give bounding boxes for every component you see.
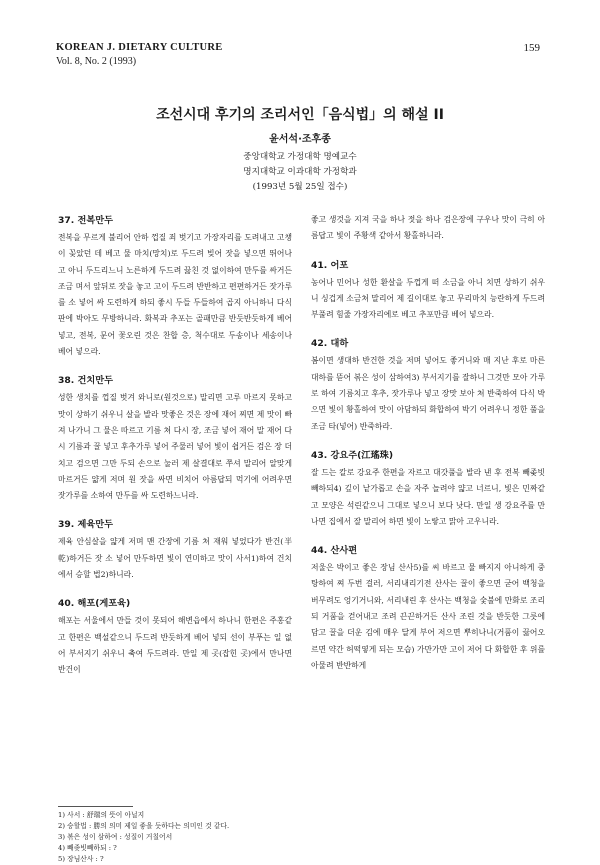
footnote: 3) 볶은 성이 삼하여 : 성질이 거칠어서 [58, 833, 173, 841]
affiliation-1: 중앙대학교 가정대학 명예교수 [243, 152, 357, 162]
section-heading: 42. 대하 [311, 338, 349, 350]
right-column [311, 212, 545, 674]
journal-name: KOREAN J. DIETARY CULTURE [56, 42, 223, 53]
section-text: 농어나 민어나 성한 환살을 두껍게 떠 소금을 아니 치면 상하기 쉬우니 싱겁게 소금쳐 말리어 제 길이대로 놓고 무리마치 능란하게 두드려 부풀려 힘줄 가장자리에로 베고 추포만큼 베어 넣으라. [311, 277, 545, 320]
section-heading: 41. 어포 [311, 259, 349, 271]
received-date: (1993년 5월 25일 접수) [252, 182, 348, 192]
section-text: 해포는 서울에서 만들 것이 못되어 해변읍에서 하나니 한편은 주홍같고 한편은 백설같으니 두드려 반듯하게 베어 넣되 선이 부푸는 일 없어 부서지기 쉬우니 축여 두드려라. 만일 제 곳(잡힌 곳)에서 만나면 반건이 [58, 616, 292, 675]
journal-volume: Vol. 8, No. 2 (1993) [56, 56, 137, 67]
section-text: 좋고 생것을 지져 국을 하나 젓을 하나 검은장에 구우나 맛이 극히 아름답고 빛이 주황색 같아서 황홀하니라. [311, 215, 545, 241]
affiliation-2: 명지대학교 이과대학 가정학과 [243, 167, 357, 177]
section-heading: 37. 전복만두 [58, 215, 113, 226]
footnote: 1) 사서 : 舒瑞의 뜻이 아닐지 [58, 811, 145, 819]
left-column [58, 212, 292, 679]
section-text: 저울은 박이고 좋은 장님 산사5)를 씨 바르고 물 빠지지 아니하게 중탕하여 쪄 두번 걸러, 서리내리기전 산사는 꿀이 좋으면 굳어 백청을 버무려도 엉기거니와, 서리내린 후 산사는 백청을 숯불에 만화로 조리되 거품을 걷어내고 조려 끈끈하거든 산사 조린 것을 반듯한 그릇에 담고 꿀을 더운 김에 매우 달게 부어 저으면 뿌히나니(거품이 끓어오르면 약간 허떡옇게 되는 모습) 가만가만 고이 저어 다 화합한 후 위를 아물려 반반하게 [311, 563, 545, 670]
footnote: 5) 장님산사 : ? [58, 855, 104, 863]
page-number: 159 [523, 42, 540, 54]
section-text: 잘 드는 칼로 강요주 한편을 자르고 대갓풀을 발라 낸 후 전복 빼좆빗빼하되4) 깊이 낱가롭고 손을 자주 놀려야 얇고 너르니, 빛은 민짜같고 모양은 석린같으니 그대로 넣으니 보다 낫다. 만일 생 강요주를 만나면 집에서 잘 말리어 하면 빛이 노랗고 맑아 고우니라. [311, 467, 545, 526]
article-authors: 윤서석·조후종 [269, 134, 331, 145]
section-text: 봄이면 생대하 반건한 것을 저며 넣어도 좋거니와 매 지난 후로 마른 대하를 뜯어 볶은 성이 삼하여3) 부서지기를 잘하니 그것만 모아 가루로 하여 기름치고 후추, 잣가루나 넣고 장맛 보아 쳐 반죽하여 다식 박으면 빛이 황홀하여 맛이 아담하되 화합하여 박기 어려우니 정한 풀을 조금 타(넣어) 반죽하라. [311, 356, 545, 431]
section-text: 전복을 무르게 불리어 안하 껍질 죄 벗기고 가장자리를 도려내고 고챙이 꽂았던 데 베고 물 마치(망치)로 두드려 빚어 잣을 넣으면 뛰어나고 아니 두드리느니 노른하게 두드려 끓친 것 없이하여 만두를 싸거든 조금 며서 앞뒤로 잣을 놓고 고이 두드려 반반하고 편편하거든 잣가루를 소 넣어 싸 도련하게 하되 좋시 두들 두들하여 곱지 아니하니 다식판에 박아도 무방하니라. 화복과 추포는 골패만큼 반듯반듯하게 베어 넣고, 전복, 문어 꽃오린 것은 찬합 층, 척수대로 두송이나 세송이나 베어 넣으라. [58, 233, 292, 357]
footnote: 4) 빼좆빗빼하되 : ? [58, 844, 117, 852]
footnote-divider [58, 806, 133, 807]
footnotes [58, 810, 318, 865]
footnote: 2) 승할법 : 勝의 의미 제일 좋을 듯하다는 의미인 것 같다. [58, 822, 230, 830]
section-heading: 40. 해포(게포육) [58, 598, 131, 610]
section-text: 제육 안심살을 얇게 저며 맨 간장에 기름 쳐 재워 넣었다가 반건(半乾)하거든 잣 소 넣어 만두하면 빛이 연미하고 맛이 사서1)하여 건치에서 승할 법2)하니라. [58, 537, 292, 580]
section-heading: 39. 제육만두 [58, 519, 113, 531]
article-title: 조선시대 후기의 조리서인「음식법」의 해설 II [156, 107, 444, 123]
section-heading: 44. 산사편 [311, 545, 358, 557]
section-text: 성한 생치를 껍질 벗겨 와니로(원것으로) 말리면 고루 마르지 못하고 맛이 상하기 쉬우니 살을 발라 맛좋은 것은 장에 재어 찌면 제 맛이 빠져 나가니 그 물은 따르고 기름 쳐 다시 장, 조금 넣어 재어 말 재어 다시 기름과 꿀 넣고 후추가루 넣어 주물러 넣어 빛이 쉽거든 검은 장 더 치고 검으면 그만 두되 손으로 눌러 제 살결대로 쭈셔 말리어 알맞게 마르거든 얇게 저며 원 잣을 싸면 비치어 아름답되 먹기에 어려우면 잣가루를 소하여 만두를 싸 도련하느니라. [58, 393, 292, 501]
section-heading: 43. 강요주(江瑤珠) [311, 449, 394, 461]
section-heading: 38. 건치만두 [58, 375, 113, 387]
